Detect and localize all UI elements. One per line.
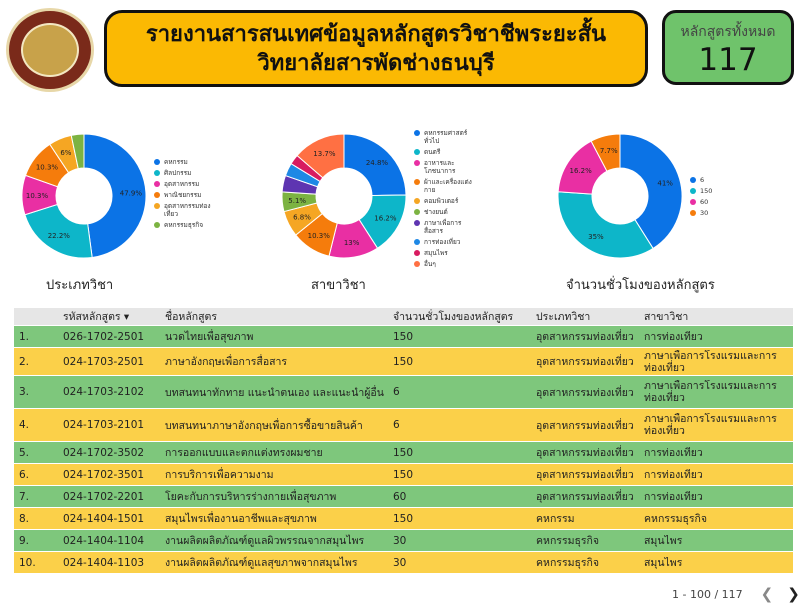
course-code: 024-1703-2501 <box>63 355 145 368</box>
course-branch: ภาษาเพื่อการโรงแรมและการท่องเที่ยว <box>644 380 777 404</box>
legend-item[interactable] <box>690 187 730 195</box>
legend-item[interactable] <box>690 209 730 217</box>
courses-table <box>14 308 793 573</box>
legend-label: อุตสาหกรรม <box>164 180 200 188</box>
course-hours: 150 <box>393 355 414 368</box>
course-code: 026-1702-2501 <box>63 330 145 343</box>
course-name: งานผลิตผลิตภัณฑ์ดูแลสุขภาพจากสมุนไพร <box>165 557 358 569</box>
legend-swatch <box>690 177 696 183</box>
course-branch: การท่องเที่ยว <box>644 446 703 459</box>
row-index: 3. <box>19 386 30 398</box>
slice-label: 7.7% <box>599 146 618 155</box>
slice-label: 47.9% <box>119 189 143 198</box>
legend-swatch <box>414 130 420 136</box>
table-row[interactable] <box>14 551 793 573</box>
legend-item[interactable] <box>690 176 730 184</box>
slice-label: 6.8% <box>293 213 311 222</box>
course-type: คหกรรม <box>536 513 575 525</box>
hours-pie-chart[interactable] <box>550 126 690 266</box>
row-index: 2. <box>19 355 30 368</box>
total-courses-scorecard <box>662 10 794 85</box>
course-code: 024-1404-1501 <box>63 512 145 525</box>
legend-label: 60 <box>700 198 709 206</box>
pie-slice-1[interactable] <box>558 192 653 258</box>
slice-label: 10.3% <box>307 232 330 241</box>
report-title-line2: วิทยาลัยสารพัดช่างธนบุรี <box>257 50 495 76</box>
legend-swatch <box>690 199 696 205</box>
legend-label: 30 <box>700 209 709 217</box>
row-index: 9. <box>19 534 30 547</box>
table-row[interactable] <box>14 529 793 551</box>
row-index: 1. <box>19 330 30 343</box>
legend-item[interactable] <box>690 198 730 206</box>
legend-label: คหกรรม <box>164 158 188 166</box>
legend-swatch <box>414 250 420 256</box>
legend-swatch <box>690 210 696 216</box>
course-type: คหกรรมธุรกิจ <box>536 535 600 547</box>
legend-item[interactable] <box>154 191 218 199</box>
legend-item[interactable] <box>414 219 480 235</box>
course-type: อุตสาหกรรมท่องเที่ยว <box>536 469 634 481</box>
slice-label: 16.2% <box>374 214 397 223</box>
course-code: 024-1404-1104 <box>63 534 145 547</box>
table-row[interactable] <box>14 347 793 375</box>
legend-item[interactable] <box>154 158 218 166</box>
course-name: งานผลิตผลิตภัณฑ์ดูแลผิวพรรณจากสมุนไพร <box>165 535 365 547</box>
course-branch: คหกรรมธุรกิจ <box>644 512 708 525</box>
legend-label: อุตสาหกรรมท่องเที่ยว <box>164 202 211 218</box>
course-branch: สมุนไพร <box>644 534 683 547</box>
legend-label: 150 <box>700 187 713 195</box>
legend-label: ดนตรี <box>424 148 441 156</box>
table-row[interactable] <box>14 441 793 463</box>
course-name: บทสนทนาทักทาย แนะนำตนเอง และแนะนำผู้อื่น <box>165 386 384 399</box>
legend-item[interactable] <box>414 178 480 194</box>
header-course-name[interactable]: ชื่อหลักสูตร <box>165 311 218 323</box>
slice-label: 35% <box>588 232 604 241</box>
table-pagination <box>672 585 800 603</box>
total-courses-label: หลักสูตรทั้งหมด <box>680 24 776 40</box>
legend-swatch <box>414 220 420 226</box>
legend-item[interactable] <box>414 260 480 268</box>
legend-label: สมุนไพร <box>424 249 448 257</box>
legend-label: คอมพิวเตอร์ <box>424 197 459 205</box>
slice-label: 6% <box>60 149 72 158</box>
slice-label: 13.7% <box>313 149 336 158</box>
legend-item[interactable] <box>414 159 480 175</box>
course-hours: 150 <box>393 330 414 343</box>
row-index: 7. <box>19 490 30 503</box>
course-type: อุตสาหกรรมท่องเที่ยว <box>536 331 634 343</box>
chevron-right-icon[interactable]: ❯ <box>787 585 800 603</box>
branch-pie-chart[interactable] <box>274 126 414 266</box>
header-course-code[interactable]: รหัสหลักสูตร ▾ <box>63 311 130 323</box>
header-branch[interactable]: สาขาวิชา <box>644 310 689 323</box>
hours-chart-title: จำนวนชั่วโมงของหลักสูตร <box>566 278 715 293</box>
table-row[interactable] <box>14 375 793 408</box>
hours-legend <box>690 176 730 220</box>
course-hours: 6 <box>393 419 400 431</box>
row-index: 8. <box>19 512 30 525</box>
legend-swatch <box>154 222 160 228</box>
slice-label: 5.1% <box>288 196 307 205</box>
legend-swatch <box>154 192 160 198</box>
course-code: 024-1702-3502 <box>63 446 145 459</box>
legend-swatch <box>414 261 420 267</box>
legend-swatch <box>414 239 420 245</box>
slice-label: 24.8% <box>365 159 389 168</box>
legend-swatch <box>690 188 696 194</box>
slice-label: 41% <box>657 179 673 188</box>
legend-item[interactable] <box>414 129 480 145</box>
college-logo <box>6 8 94 92</box>
branch-chart-title: สาขาวิชา <box>311 278 366 293</box>
legend-label: ศิลปกรรม <box>164 169 192 177</box>
legend-item[interactable] <box>154 169 218 177</box>
legend-item[interactable] <box>154 180 218 188</box>
pagination-range: 1 - 100 / 117 <box>672 587 743 601</box>
course-code: 024-1702-2201 <box>63 490 145 503</box>
course-code: 024-1703-2102 <box>63 386 145 398</box>
legend-label: พาณิชยกรรม <box>164 191 202 199</box>
row-index: 5. <box>19 446 30 459</box>
legend-label: อาหารและโภชนาการ <box>424 159 456 175</box>
course-branch: การท่องเที่ยว <box>644 330 703 343</box>
legend-label: การท่องเที่ยว <box>424 238 461 246</box>
slice-label: 22.2% <box>47 232 70 241</box>
slice-label: 16.2% <box>569 166 592 175</box>
course-branch: ภาษาเพื่อการโรงแรมและการท่องเที่ยว <box>644 413 777 437</box>
legend-item[interactable] <box>414 238 480 246</box>
course-name: สมุนไพรเพื่องานอาชีพและสุขภาพ <box>165 513 317 525</box>
course-hours: 30 <box>393 556 407 569</box>
course-type: อุตสาหกรรมท่องเที่ยว <box>536 356 634 368</box>
report-title-box <box>104 10 648 87</box>
table-row[interactable] <box>14 485 793 507</box>
course-name: นวดไทยเพื่อสุขภาพ <box>165 331 254 343</box>
course-code: 024-1404-1103 <box>63 556 145 569</box>
course-branch: ภาษาเพื่อการโรงแรมและการท่องเที่ยว <box>644 349 777 374</box>
table-row[interactable] <box>14 463 793 485</box>
row-index: 6. <box>19 468 30 481</box>
legend-label: อื่นๆ <box>424 260 436 268</box>
legend-swatch <box>414 179 420 185</box>
table-header <box>14 308 793 325</box>
course-hours: 30 <box>393 534 407 547</box>
legend-swatch <box>154 159 160 165</box>
slice-label: 10.3% <box>35 163 59 172</box>
course-type-pie-chart[interactable] <box>14 126 154 266</box>
legend-swatch <box>414 209 420 215</box>
legend-item[interactable] <box>414 249 480 257</box>
course-type: อุตสาหกรรมท่องเที่ยว <box>536 419 634 432</box>
table-body <box>14 325 793 573</box>
legend-swatch <box>414 160 420 166</box>
course-code: 024-1703-2101 <box>63 419 145 431</box>
legend-label: ช่างยนต์ <box>424 208 448 216</box>
course-hours: 60 <box>393 490 407 503</box>
legend-item[interactable] <box>154 221 218 229</box>
legend-item[interactable] <box>154 202 218 218</box>
course-type: อุตสาหกรรมท่องเที่ยว <box>536 447 634 459</box>
course-hours: 6 <box>393 386 400 398</box>
legend-label: ภาษาเพื่อการสื่อสาร <box>424 219 462 235</box>
slice-label: 10.3% <box>25 191 49 200</box>
table-row[interactable] <box>14 325 793 347</box>
table-row[interactable] <box>14 507 793 529</box>
total-courses-value: 117 <box>698 42 758 78</box>
course-type: อุตสาหกรรมท่องเที่ยว <box>536 386 634 399</box>
course-hours: 150 <box>393 512 414 525</box>
row-index: 10. <box>19 556 36 569</box>
legend-item[interactable] <box>414 148 480 156</box>
legend-label: ผ้าและเครื่องแต่งกาย <box>424 178 472 194</box>
course-name: บทสนทนาภาษาอังกฤษเพื่อการซื้อขายสินค้า <box>165 419 363 432</box>
legend-label: คหกรรมธุรกิจ <box>164 221 204 229</box>
slice-label: 13% <box>343 238 360 247</box>
legend-swatch <box>154 203 160 209</box>
course-branch: การท่องเที่ยว <box>644 490 703 503</box>
course-name: ภาษาอังกฤษเพื่อการสื่อสาร <box>165 356 288 368</box>
header-course-type[interactable]: ประเภทวิชา <box>536 311 591 323</box>
course-hours: 150 <box>393 446 414 459</box>
course-name: โยคะกับการบริหารร่างกายเพื่อสุขภาพ <box>165 491 337 503</box>
course-type: อุตสาหกรรมท่องเที่ยว <box>536 491 634 503</box>
legend-label: คหกรรมศาสตร์ทั่วไป <box>424 129 468 145</box>
legend-swatch <box>414 198 420 204</box>
course-name: การออกแบบและตกแต่งทรงผมชาย <box>165 447 323 459</box>
report-title-line1: รายงานสารสนเทศข้อมูลหลักสูตรวิชาชีพระยะสั้น <box>145 21 607 47</box>
table-row[interactable] <box>14 408 793 441</box>
row-index: 4. <box>19 419 30 431</box>
course-hours: 150 <box>393 468 414 481</box>
legend-item[interactable] <box>414 208 480 216</box>
chevron-left-icon[interactable]: ❮ <box>760 585 774 603</box>
course-branch: สมุนไพร <box>644 556 683 569</box>
course-type-legend <box>154 158 218 232</box>
branch-legend <box>414 129 480 271</box>
course-type: คหกรรมธุรกิจ <box>536 557 600 569</box>
course-branch: การท่องเที่ยว <box>644 468 703 481</box>
legend-label: 6 <box>700 176 705 184</box>
legend-item[interactable] <box>414 197 480 205</box>
legend-swatch <box>154 181 160 187</box>
legend-swatch <box>414 149 420 155</box>
legend-swatch <box>154 170 160 176</box>
logo-emblem <box>21 23 79 77</box>
course-type-chart-title: ประเภทวิชา <box>46 278 114 293</box>
course-code: 024-1702-3501 <box>63 468 145 481</box>
course-name: การบริการเพื่อความงาม <box>165 469 274 481</box>
header-hours[interactable]: จำนวนชั่วโมงของหลักสูตร <box>393 311 514 323</box>
